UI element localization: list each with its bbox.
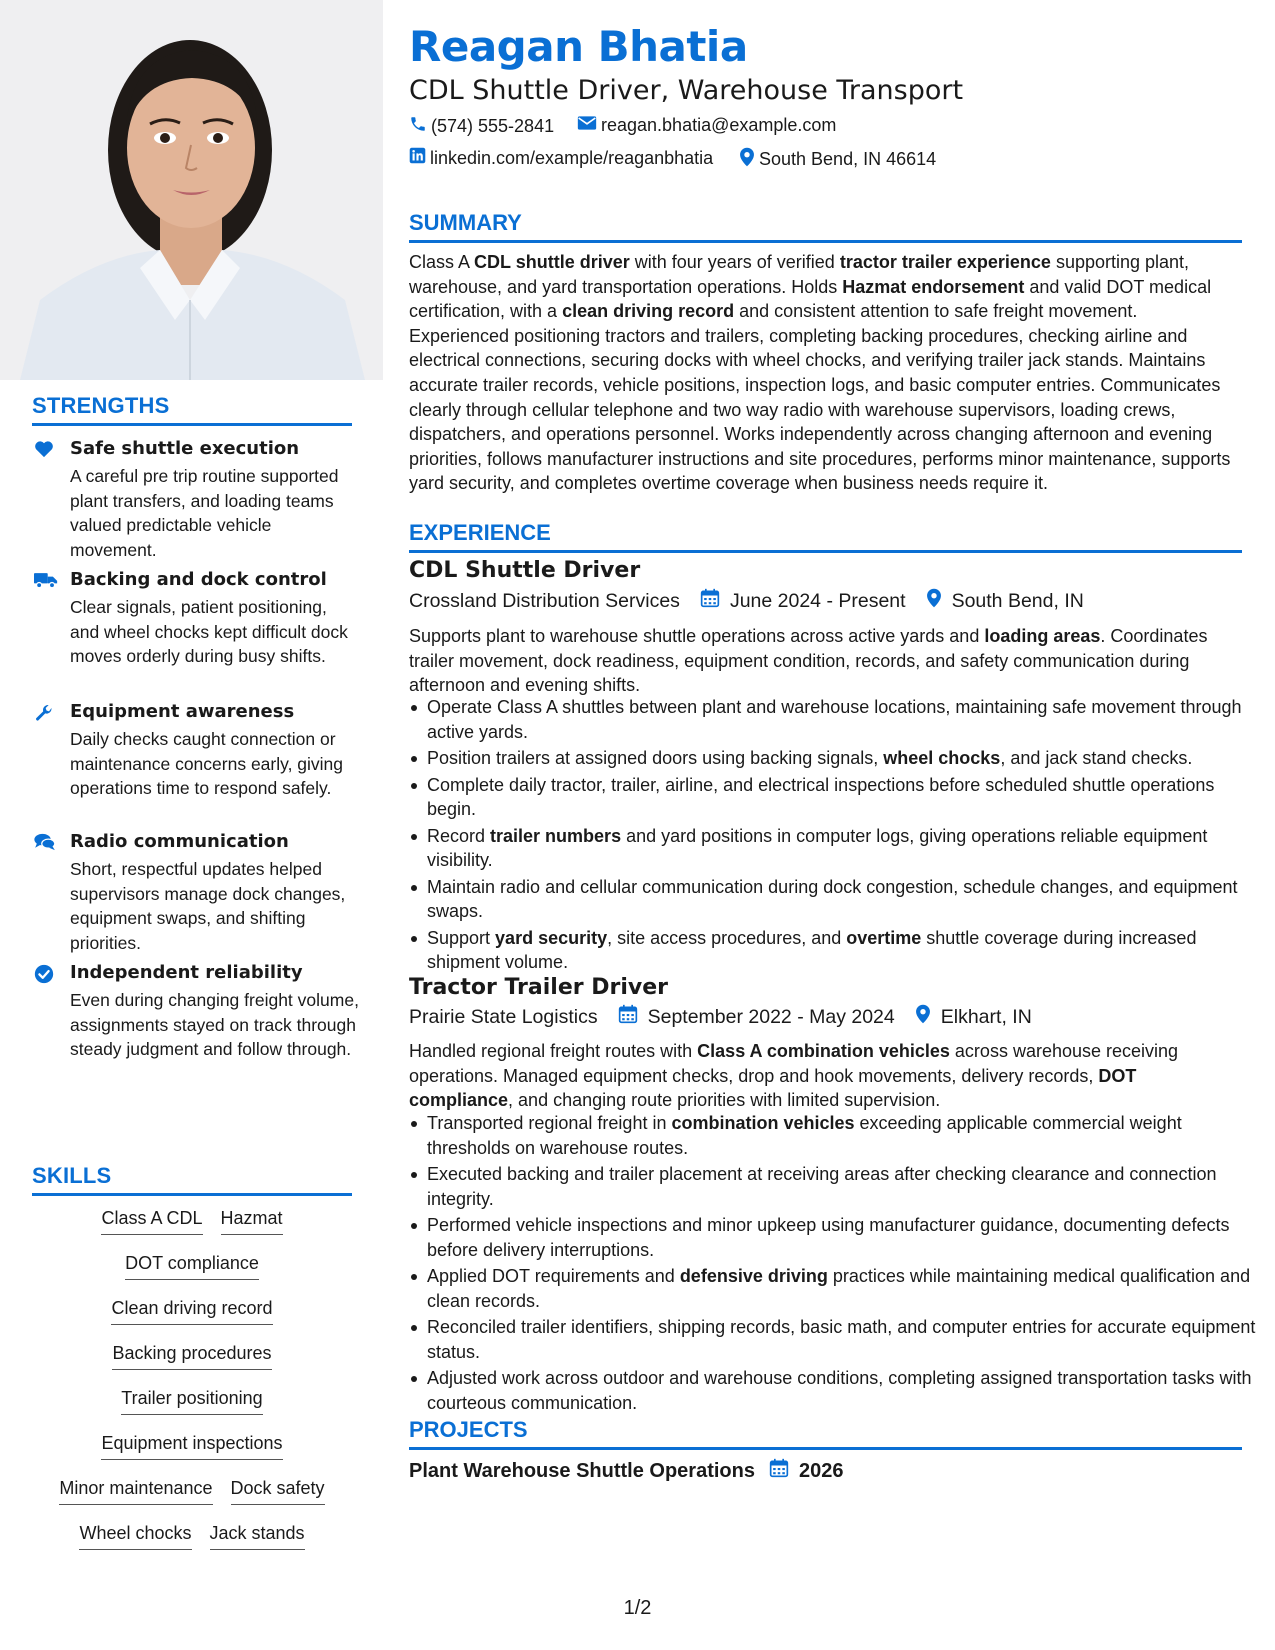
bullet-item: Performed vehicle inspections and minor upkeep using manufacturer guidance, documenting defects before delivery interruptions.	[427, 1213, 1260, 1262]
strength-title: Equipment awareness	[70, 701, 295, 722]
job-dates: September 2022 - May 2024	[647, 1005, 895, 1028]
profile-photo	[0, 0, 383, 380]
left-sidebar	[0, 0, 383, 1650]
skill-row	[32, 1478, 352, 1523]
comments-icon	[34, 833, 56, 853]
job-location: South Bend, IN	[951, 589, 1084, 612]
skill-tag: Equipment inspections	[101, 1433, 282, 1460]
skill-row	[32, 1253, 352, 1298]
skill-row	[32, 1343, 352, 1388]
skills-rule	[32, 1193, 352, 1196]
calendar-icon	[755, 1458, 799, 1484]
bullet-item: Complete daily tractor, trailer, airline, and electrical inspections before scheduled shuttle operations begin.	[427, 773, 1260, 822]
strengths-heading: STRENGTHS	[32, 393, 170, 418]
job-description: Handled regional freight routes with Class A combination vehicles across warehouse receiving operations. Managed equipment checks, drop and hook movements, delivery records, DOT compliance, and changing route priorities with limited supervision.	[409, 1041, 1179, 1111]
map-pin-icon	[915, 1004, 941, 1030]
job-role: CDL Shuttle Driver	[409, 558, 641, 583]
bullet-item: Applied DOT requirements and defensive driving practices while maintaining medical qualification and clean records.	[427, 1264, 1260, 1313]
linkedin-text: linkedin.com/example/reaganbhatia	[430, 147, 714, 168]
email-icon	[577, 115, 601, 136]
map-pin-icon	[739, 147, 759, 172]
skill-row	[32, 1433, 352, 1478]
location-text: South Bend, IN 46614	[759, 149, 937, 169]
summary-heading: SUMMARY	[409, 210, 522, 235]
candidate-name: Reagan Bhatia	[409, 22, 748, 71]
skill-tag: Minor maintenance	[59, 1478, 212, 1505]
job-bullets	[409, 695, 1260, 977]
linkedin-contact[interactable]	[409, 147, 713, 169]
projects-heading: PROJECTS	[409, 1417, 528, 1442]
job-role: Tractor Trailer Driver	[409, 975, 669, 1000]
strength-description: A careful pre trip routine supported plant transfers, and loading teams valued predictable vehicle movement.	[70, 466, 339, 560]
map-pin-icon	[926, 588, 952, 614]
job-location: Elkhart, IN	[940, 1005, 1032, 1028]
project-year: 2026	[798, 1459, 844, 1482]
skill-tag: Class A CDL	[101, 1208, 202, 1235]
company-name: Crossland Distribution Services	[409, 589, 680, 612]
phone-text: (574) 555-2841	[431, 116, 555, 136]
bullet-item: Record trailer numbers and yard positions in computer logs, giving operations reliable equipment visibility.	[427, 824, 1260, 873]
check-circle-icon	[34, 964, 56, 984]
strength-description: Short, respectful updates helped supervisors manage dock changes, equipment swaps, and shifting priorities.	[70, 859, 346, 953]
strength-description: Clear signals, patient positioning, and wheel chocks kept difficult dock moves orderly during busy shifts.	[70, 597, 348, 666]
page-number: 1/2	[623, 1597, 652, 1619]
skills-heading: SKILLS	[32, 1163, 112, 1188]
summary-text: Class A CDL shuttle driver with four years of verified tractor trailer experience supporting plant, warehouse, and yard transportation operations. Holds Hazmat endorsement and valid DOT medical certification, with a clean driving record and consistent attention to safe freight movement. Experienced positioning tractors and trailers, completing backing procedures, checking airline and electrical connections, securing docks with wheel chocks, and verifying trailer jack stands. Maintains accurate trailer records, vehicle positions, inspection logs, and basic computer entries. Communicates clearly through cellular telephone and two way radio with warehouse supervisors, loading crews, dispatchers, and operations personnel. Works independently across changing afternoon and evening priorities, follows manufacturer instructions and site procedures, performs minor maintenance, supports yard security, and completes overtime coverage when business needs require it.	[409, 252, 1231, 494]
skill-tag: Clean driving record	[111, 1298, 272, 1325]
wrench-icon	[34, 703, 56, 723]
bullet-item: Maintain radio and cellular communication during dock congestion, schedule changes, and equipment swaps.	[427, 875, 1260, 924]
location-contact	[739, 147, 936, 172]
skill-tag: Dock safety	[231, 1478, 325, 1505]
company-name: Prairie State Logistics	[409, 1005, 598, 1028]
bullet-item: Reconciled trailer identifiers, shipping records, basic math, and computer entries for accurate equipment status.	[427, 1315, 1260, 1364]
strength-title: Radio communication	[70, 831, 289, 852]
skill-row	[32, 1523, 352, 1568]
project-item	[409, 1458, 843, 1484]
job-bullets	[409, 1111, 1260, 1417]
calendar-icon	[700, 588, 730, 614]
summary-rule	[409, 240, 1242, 243]
job-meta	[409, 1004, 1032, 1030]
project-name: Plant Warehouse Shuttle Operations	[409, 1459, 755, 1482]
skill-tag: Hazmat	[221, 1208, 283, 1235]
skill-tag: Jack stands	[210, 1523, 305, 1550]
phone-contact[interactable]	[409, 115, 554, 138]
experience-rule	[409, 550, 1242, 553]
bullet-item: Operate Class A shuttles between plant and warehouse locations, maintaining safe movement through active yards.	[427, 695, 1260, 744]
bullet-item: Transported regional freight in combination vehicles exceeding applicable commercial weight thresholds on warehouse routes.	[427, 1111, 1260, 1160]
bullet-item: Support yard security, site access procedures, and overtime shuttle coverage during increased shipment volume.	[427, 926, 1260, 975]
skill-tag: Backing procedures	[112, 1343, 271, 1370]
strengths-rule	[32, 423, 352, 426]
job-description: Supports plant to warehouse shuttle operations across active yards and loading areas. Coordinates trailer movement, dock readiness, equipment condition, records, and safety communication during afternoon and evening shifts.	[409, 626, 1208, 696]
skill-tag: DOT compliance	[125, 1253, 259, 1280]
calendar-icon	[618, 1004, 648, 1030]
skill-tag: Wheel chocks	[79, 1523, 191, 1550]
truck-icon	[34, 571, 56, 591]
candidate-title: CDL Shuttle Driver, Warehouse Transport	[409, 75, 964, 106]
projects-rule	[409, 1447, 1242, 1450]
skills-list	[32, 1208, 352, 1568]
skill-row	[32, 1298, 352, 1343]
job-dates: June 2024 - Present	[729, 589, 906, 612]
heart-icon	[34, 440, 56, 460]
job-meta	[409, 588, 1084, 614]
strength-description: Daily checks caught connection or maintenance concerns early, giving operations time to respond safely.	[70, 729, 344, 798]
email-contact[interactable]	[577, 115, 836, 136]
strength-title: Backing and dock control	[70, 569, 327, 590]
email-text: reagan.bhatia@example.com	[601, 115, 837, 135]
strength-title: Safe shuttle execution	[70, 438, 300, 459]
experience-heading: EXPERIENCE	[409, 520, 551, 545]
strength-title: Independent reliability	[70, 962, 303, 983]
bullet-item: Adjusted work across outdoor and warehouse conditions, completing assigned transportation tasks with courteous communication.	[427, 1366, 1260, 1415]
linkedin-icon	[409, 147, 430, 169]
phone-icon	[409, 115, 431, 138]
skill-row	[32, 1388, 352, 1433]
skill-row	[32, 1208, 352, 1253]
skill-tag: Trailer positioning	[121, 1388, 262, 1415]
bullet-item: Executed backing and trailer placement at receiving areas after checking clearance and connection integrity.	[427, 1162, 1260, 1211]
bullet-item: Position trailers at assigned doors using backing signals, wheel chocks, and jack stand checks.	[427, 746, 1260, 771]
strength-description: Even during changing freight volume, assignments stayed on track through steady judgment and follow through.	[70, 990, 359, 1059]
